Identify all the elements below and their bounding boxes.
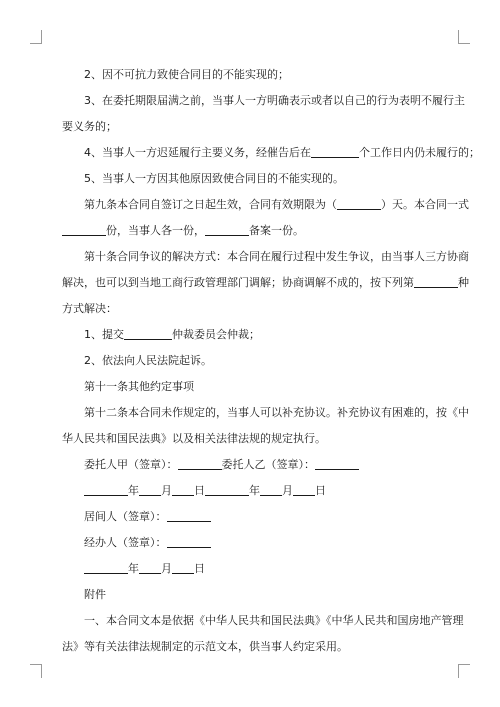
fill-blank[interactable]: [414, 275, 458, 288]
text: 居间人（签章）：: [84, 510, 167, 523]
fill-blank[interactable]: [178, 457, 222, 470]
text: 日: [194, 562, 205, 575]
text: 月: [161, 484, 172, 497]
fill-blank[interactable]: [139, 561, 161, 574]
fill-blank[interactable]: [124, 327, 172, 340]
attachment-note-cont: [62, 634, 442, 660]
clause-item-3: [62, 88, 465, 114]
article-10-cont2: [62, 296, 442, 322]
signature-principals: [62, 452, 442, 478]
clause-item-3-cont: [62, 114, 442, 140]
clause-item-4: [62, 140, 480, 166]
fill-blank[interactable]: [172, 561, 194, 574]
crop-mark-bottom-right: [458, 664, 470, 678]
fill-blank[interactable]: [167, 535, 211, 548]
article-9-cont: [62, 218, 442, 244]
text: 方式解决：: [62, 302, 117, 315]
text: 委托人甲（签章）：: [84, 458, 178, 471]
article-9: [62, 192, 469, 218]
fill-blank[interactable]: [260, 483, 282, 496]
text: 第九条本合同自签订之日起生效，合同有效期限为（: [84, 198, 337, 211]
attachment-heading: [62, 582, 442, 608]
fill-blank[interactable]: [139, 483, 161, 496]
text: 种: [458, 276, 469, 289]
text: 3、在委托期限届满之前，当事人一方明确表示或者以自己的行为表明不履行主: [84, 94, 465, 107]
article-11: [62, 374, 442, 400]
text: 要义务的；: [62, 120, 117, 133]
text: 个工作日内仍未履行的；: [359, 146, 480, 159]
fill-blank[interactable]: [62, 223, 106, 236]
fill-blank[interactable]: [205, 483, 249, 496]
fill-blank[interactable]: [172, 483, 194, 496]
fill-blank[interactable]: [293, 483, 315, 496]
fill-blank[interactable]: [84, 561, 128, 574]
text: 仲裁委员会仲裁；: [172, 328, 260, 341]
text: 年: [128, 562, 139, 575]
crop-mark-top-right: [458, 30, 470, 44]
document-body: [62, 62, 480, 660]
signature-handler: [62, 530, 442, 556]
crop-mark-bottom-left: [30, 664, 42, 678]
fill-blank[interactable]: [315, 457, 359, 470]
article-10-cont: [62, 270, 469, 296]
text: 第十条合同争议的解决方式：本合同在履行过程中发生争议，由当事人三方协商: [84, 250, 469, 263]
fill-blank[interactable]: [84, 483, 128, 496]
signature-intermediary: [62, 504, 442, 530]
fill-blank[interactable]: [311, 145, 359, 158]
fill-blank[interactable]: [167, 509, 211, 522]
text: 第十一条其他约定事项: [84, 380, 194, 393]
text: 法》等有关法律法规制定的示范文本，供当事人约定采用。: [62, 640, 348, 653]
text: 年: [249, 484, 260, 497]
text: 经办人（签章）：: [84, 536, 167, 549]
text: 年: [128, 484, 139, 497]
option-2: [62, 348, 442, 374]
text: 华人民共和国民法典》以及相关法律法规的规定执行。: [62, 432, 326, 445]
article-12: [62, 400, 469, 426]
article-10: [62, 244, 469, 270]
text: 份，当事人各一份，: [106, 224, 205, 237]
text: 4、当事人一方迟延履行主要义务，经催告后在: [84, 146, 311, 159]
text: 5、当事人一方因其他原因致使合同目的不能实现的。: [84, 172, 344, 185]
fill-blank[interactable]: [337, 197, 381, 210]
text: 附件: [84, 588, 106, 601]
clause-item-5: [62, 166, 442, 192]
text: 第十二条本合同未作规定的，当事人可以补充协议。补充协议有困难的，按《中: [84, 406, 469, 419]
text: 月: [282, 484, 293, 497]
text: 委托人乙（签章）：: [221, 458, 315, 471]
attachment-note: [62, 608, 464, 634]
text: 备案一份。: [249, 224, 304, 237]
clause-item-2: [62, 62, 442, 88]
article-12-cont: [62, 426, 442, 452]
signature-dates: [62, 478, 442, 504]
text: 日: [194, 484, 205, 497]
text: 解决，也可以到当地工商行政管理部门调解；协商调解不成的，按下列第: [62, 276, 414, 289]
fill-blank[interactable]: [205, 223, 249, 236]
text: 一、本合同文本是依据《中华人民共和国民法典》《中华人民共和国房地产管理: [84, 614, 464, 627]
text: 月: [161, 562, 172, 575]
text: 日: [315, 484, 326, 497]
text: 2、因不可抗力致使合同目的不能实现的；: [84, 68, 289, 81]
text: 2、依法向人民法院起诉。: [84, 354, 212, 367]
signature-handler-date: [62, 556, 442, 582]
crop-mark-top-left: [30, 30, 42, 44]
text: ）天。本合同一式: [381, 198, 469, 211]
option-1: [62, 322, 442, 348]
text: 1、提交: [84, 328, 124, 341]
